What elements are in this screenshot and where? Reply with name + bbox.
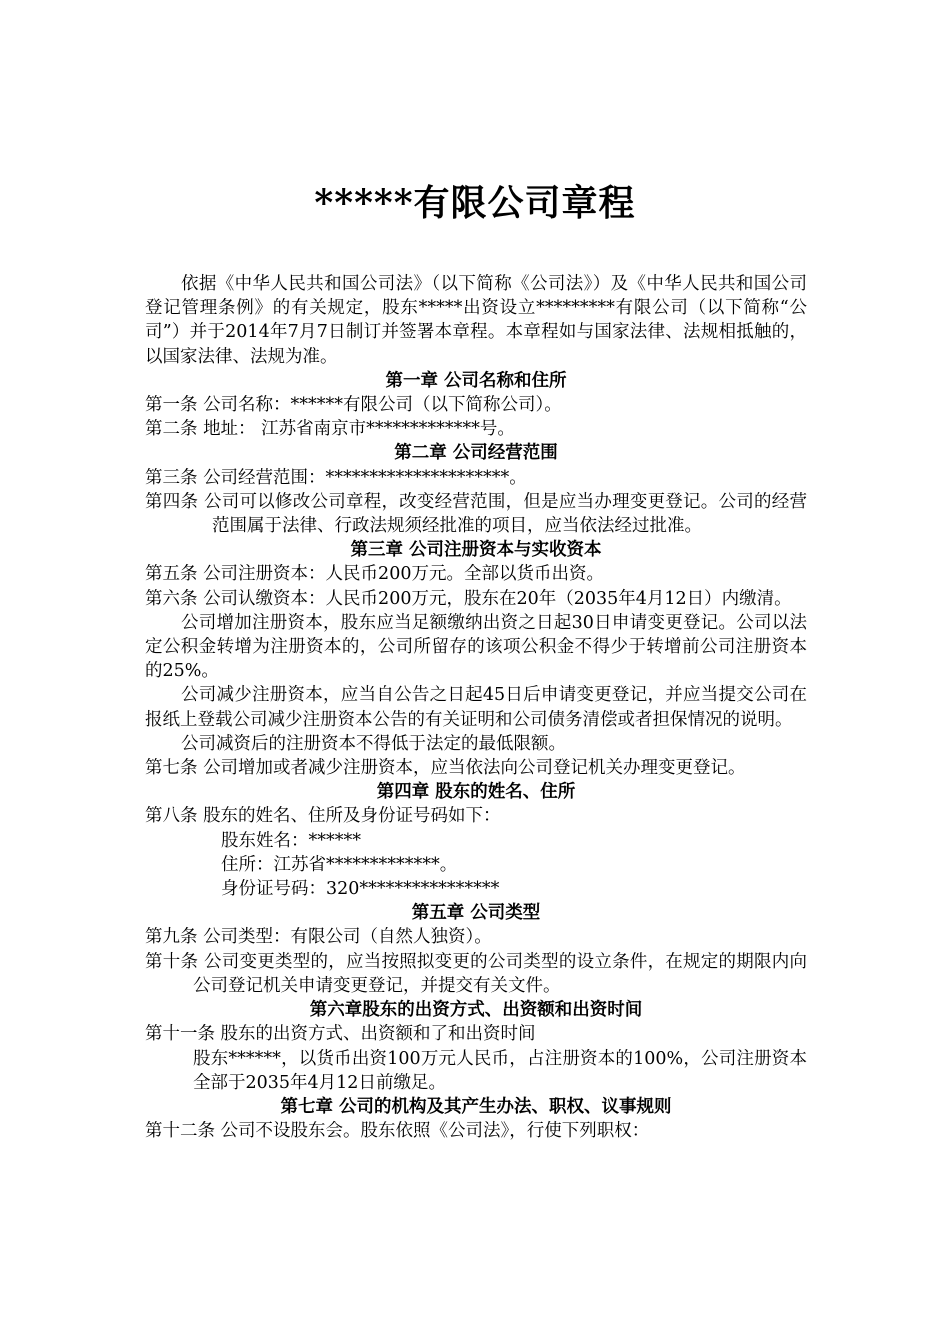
chapter-4-heading: 第四章 股东的姓名、住所: [376, 782, 576, 803]
capital-increase-paragraph: 公司增加注册资本，股东应当足额缴纳出资之日起30日申请变更登记。公司以法定公积金转增为注册资本的，公司所留存的该项公积金不得少于转增前公司注册资本的25%。: [145, 612, 807, 682]
document-body: [145, 272, 807, 1143]
article-7: 第七条 公司增加或者减少注册资本，应当依法向公司登记机关办理变更登记。: [145, 758, 746, 779]
chapter-6-heading: 第六章股东的出资方式、出资额和出资时间: [309, 1000, 643, 1021]
article-10: 第十条 公司变更类型的，应当按照拟变更的公司类型的设立条件，在规定的期限内向公司登记机关申请变更登记，并提交有关文件。: [145, 951, 807, 996]
article-5: 第五条 公司注册资本：人民币200万元。全部以货币出资。: [145, 564, 604, 585]
shareholder-contribution: 股东******，以货币出资100万元人民币，占注册资本的100%，公司注册资本全部于2035年4月12日前缴足。: [193, 1048, 807, 1093]
shareholder-name: 股东姓名：******: [221, 830, 361, 851]
chapter-3-heading: 第三章 公司注册资本与实收资本: [350, 540, 602, 561]
chapter-7-heading: 第七章 公司的机构及其产生办法、职权、议事规则: [280, 1096, 672, 1117]
chapter-5-heading: 第五章 公司类型: [411, 903, 541, 924]
article-12: 第十二条 公司不设股东会。股东依照《公司法》，行使下列职权：: [145, 1121, 650, 1142]
article-6: 第六条 公司认缴资本：人民币200万元，股东在20年（2035年4月12日）内缴清。: [145, 588, 792, 609]
capital-decrease-paragraph: 公司减少注册资本，应当自公告之日起45日后申请变更登记，并应当提交公司在报纸上登载公司减少注册资本公告的有关证明和公司债务清偿或者担保情况的说明。: [145, 685, 807, 730]
shareholder-id: 身份证号码：320****************: [221, 879, 500, 900]
article-4: 第四条 公司可以修改公司章程，改变经营范围，但是应当办理变更登记。公司的经营范围属于法律、行政法规须经批准的项目，应当依法经过批准。: [145, 491, 807, 537]
article-9: 第九条 公司类型：有限公司（自然人独资）。: [145, 927, 492, 948]
shareholder-address: 住所：江苏省*************。: [221, 854, 458, 875]
article-3: 第三条 公司经营范围：*********************。: [145, 467, 527, 488]
preamble: 依据《中华人民共和国公司法》（以下简称《公司法》）及《中华人民共和国公司登记管理条例》的有关规定，股东*****出资设立*********有限公司（以下简称“公司”）并于2014年7月7日制订并签署本章程。本章程如与国家法律、法规相抵触的，以国家法律、法规为准。: [145, 274, 807, 367]
minimum-capital-paragraph: 公司减资后的注册资本不得低于法定的最低限额。: [181, 733, 566, 754]
article-11: 第十一条 股东的出资方式、出资额和了和出资时间: [145, 1024, 536, 1045]
article-2: 第二条 地址： 江苏省南京市*************号。: [145, 419, 515, 440]
chapter-1-heading: 第一章 公司名称和住所: [385, 370, 567, 391]
document-title: *****有限公司章程: [314, 182, 636, 224]
article-8: 第八条 股东的姓名、住所及身份证号码如下：: [145, 806, 501, 827]
article-1: 第一条 公司名称：******有限公司（以下简称公司）。: [145, 395, 562, 416]
chapter-2-heading: 第二章 公司经营范围: [394, 443, 558, 464]
